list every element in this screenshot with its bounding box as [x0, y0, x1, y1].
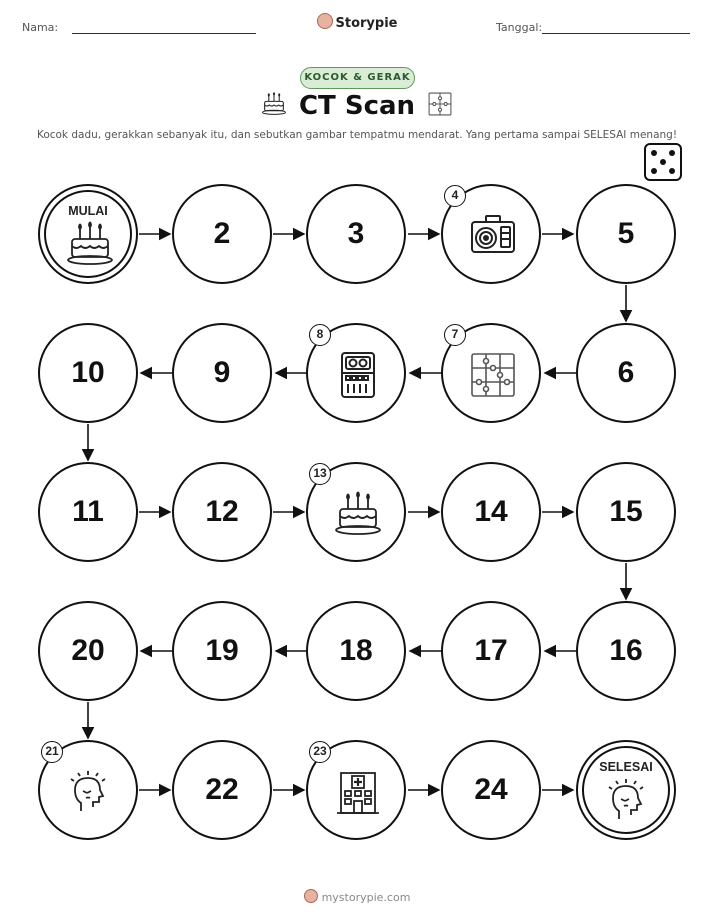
title-text: CT Scan	[298, 91, 416, 121]
space-13	[306, 462, 406, 562]
space-number: 12	[205, 495, 239, 528]
ct-machine-icon	[333, 350, 383, 400]
space-11	[38, 462, 138, 562]
space-number: 17	[474, 634, 508, 667]
space-number: 18	[339, 634, 373, 667]
space-10	[38, 323, 138, 423]
space-number: 22	[205, 773, 239, 806]
space-start	[38, 184, 138, 284]
space-12	[172, 462, 272, 562]
space-9	[172, 323, 272, 423]
space-number: 19	[205, 634, 239, 667]
space-badge: 13	[309, 463, 331, 485]
space-number: 14	[474, 495, 508, 528]
space-24	[441, 740, 541, 840]
camera-icon	[468, 211, 518, 261]
cake-icon	[65, 219, 115, 269]
activity-tag: KOCOK & GERAK	[300, 67, 415, 89]
headache-icon	[603, 775, 653, 825]
space-number: 10	[71, 356, 105, 389]
space-number: 3	[347, 217, 365, 250]
instructions: Kocok dadu, gerakkan sebanyak itu, dan sebutkan gambar tempatmu mendarat. Yang pertama sampai SELESAI menang!	[36, 129, 678, 141]
space-22	[172, 740, 272, 840]
storypie-logo-icon	[304, 889, 318, 903]
space-5	[576, 184, 676, 284]
cake-icon	[333, 489, 383, 539]
space-19	[172, 601, 272, 701]
start-label: MULAI	[68, 204, 108, 218]
space-20	[38, 601, 138, 701]
space-number: 2	[213, 217, 231, 250]
space-badge: 8	[309, 324, 331, 346]
space-badge: 4	[444, 185, 466, 207]
space-15	[576, 462, 676, 562]
space-badge: 23	[309, 741, 331, 763]
puzzle-icon	[468, 350, 518, 400]
space-number: 16	[609, 634, 643, 667]
space-badge: 21	[41, 741, 63, 763]
space-number: 24	[474, 773, 508, 806]
name-label: Nama:	[22, 21, 59, 34]
space-2	[172, 184, 272, 284]
space-14	[441, 462, 541, 562]
footer	[0, 889, 714, 904]
space-badge: 7	[444, 324, 466, 346]
space-number: 5	[617, 217, 635, 250]
space-6	[576, 323, 676, 423]
finish-label: SELESAI	[599, 760, 653, 774]
space-7	[441, 323, 541, 423]
space-number: 20	[71, 634, 105, 667]
space-23	[306, 740, 406, 840]
footer-site[interactable]: mystorypie.com	[321, 891, 411, 904]
space-4	[441, 184, 541, 284]
space-number: 6	[617, 356, 635, 389]
space-18	[306, 601, 406, 701]
space-17	[441, 601, 541, 701]
space-21	[38, 740, 138, 840]
space-8	[306, 323, 406, 423]
date-label: Tanggal:	[496, 21, 543, 34]
space-number: 11	[72, 495, 104, 528]
space-number: 9	[213, 356, 231, 389]
space-3	[306, 184, 406, 284]
space-number: 15	[609, 495, 643, 528]
space-16	[576, 601, 676, 701]
headache-icon	[65, 767, 115, 817]
space-finish	[576, 740, 676, 840]
brand-name: Storypie	[335, 16, 398, 31]
hospital-icon	[333, 767, 383, 817]
